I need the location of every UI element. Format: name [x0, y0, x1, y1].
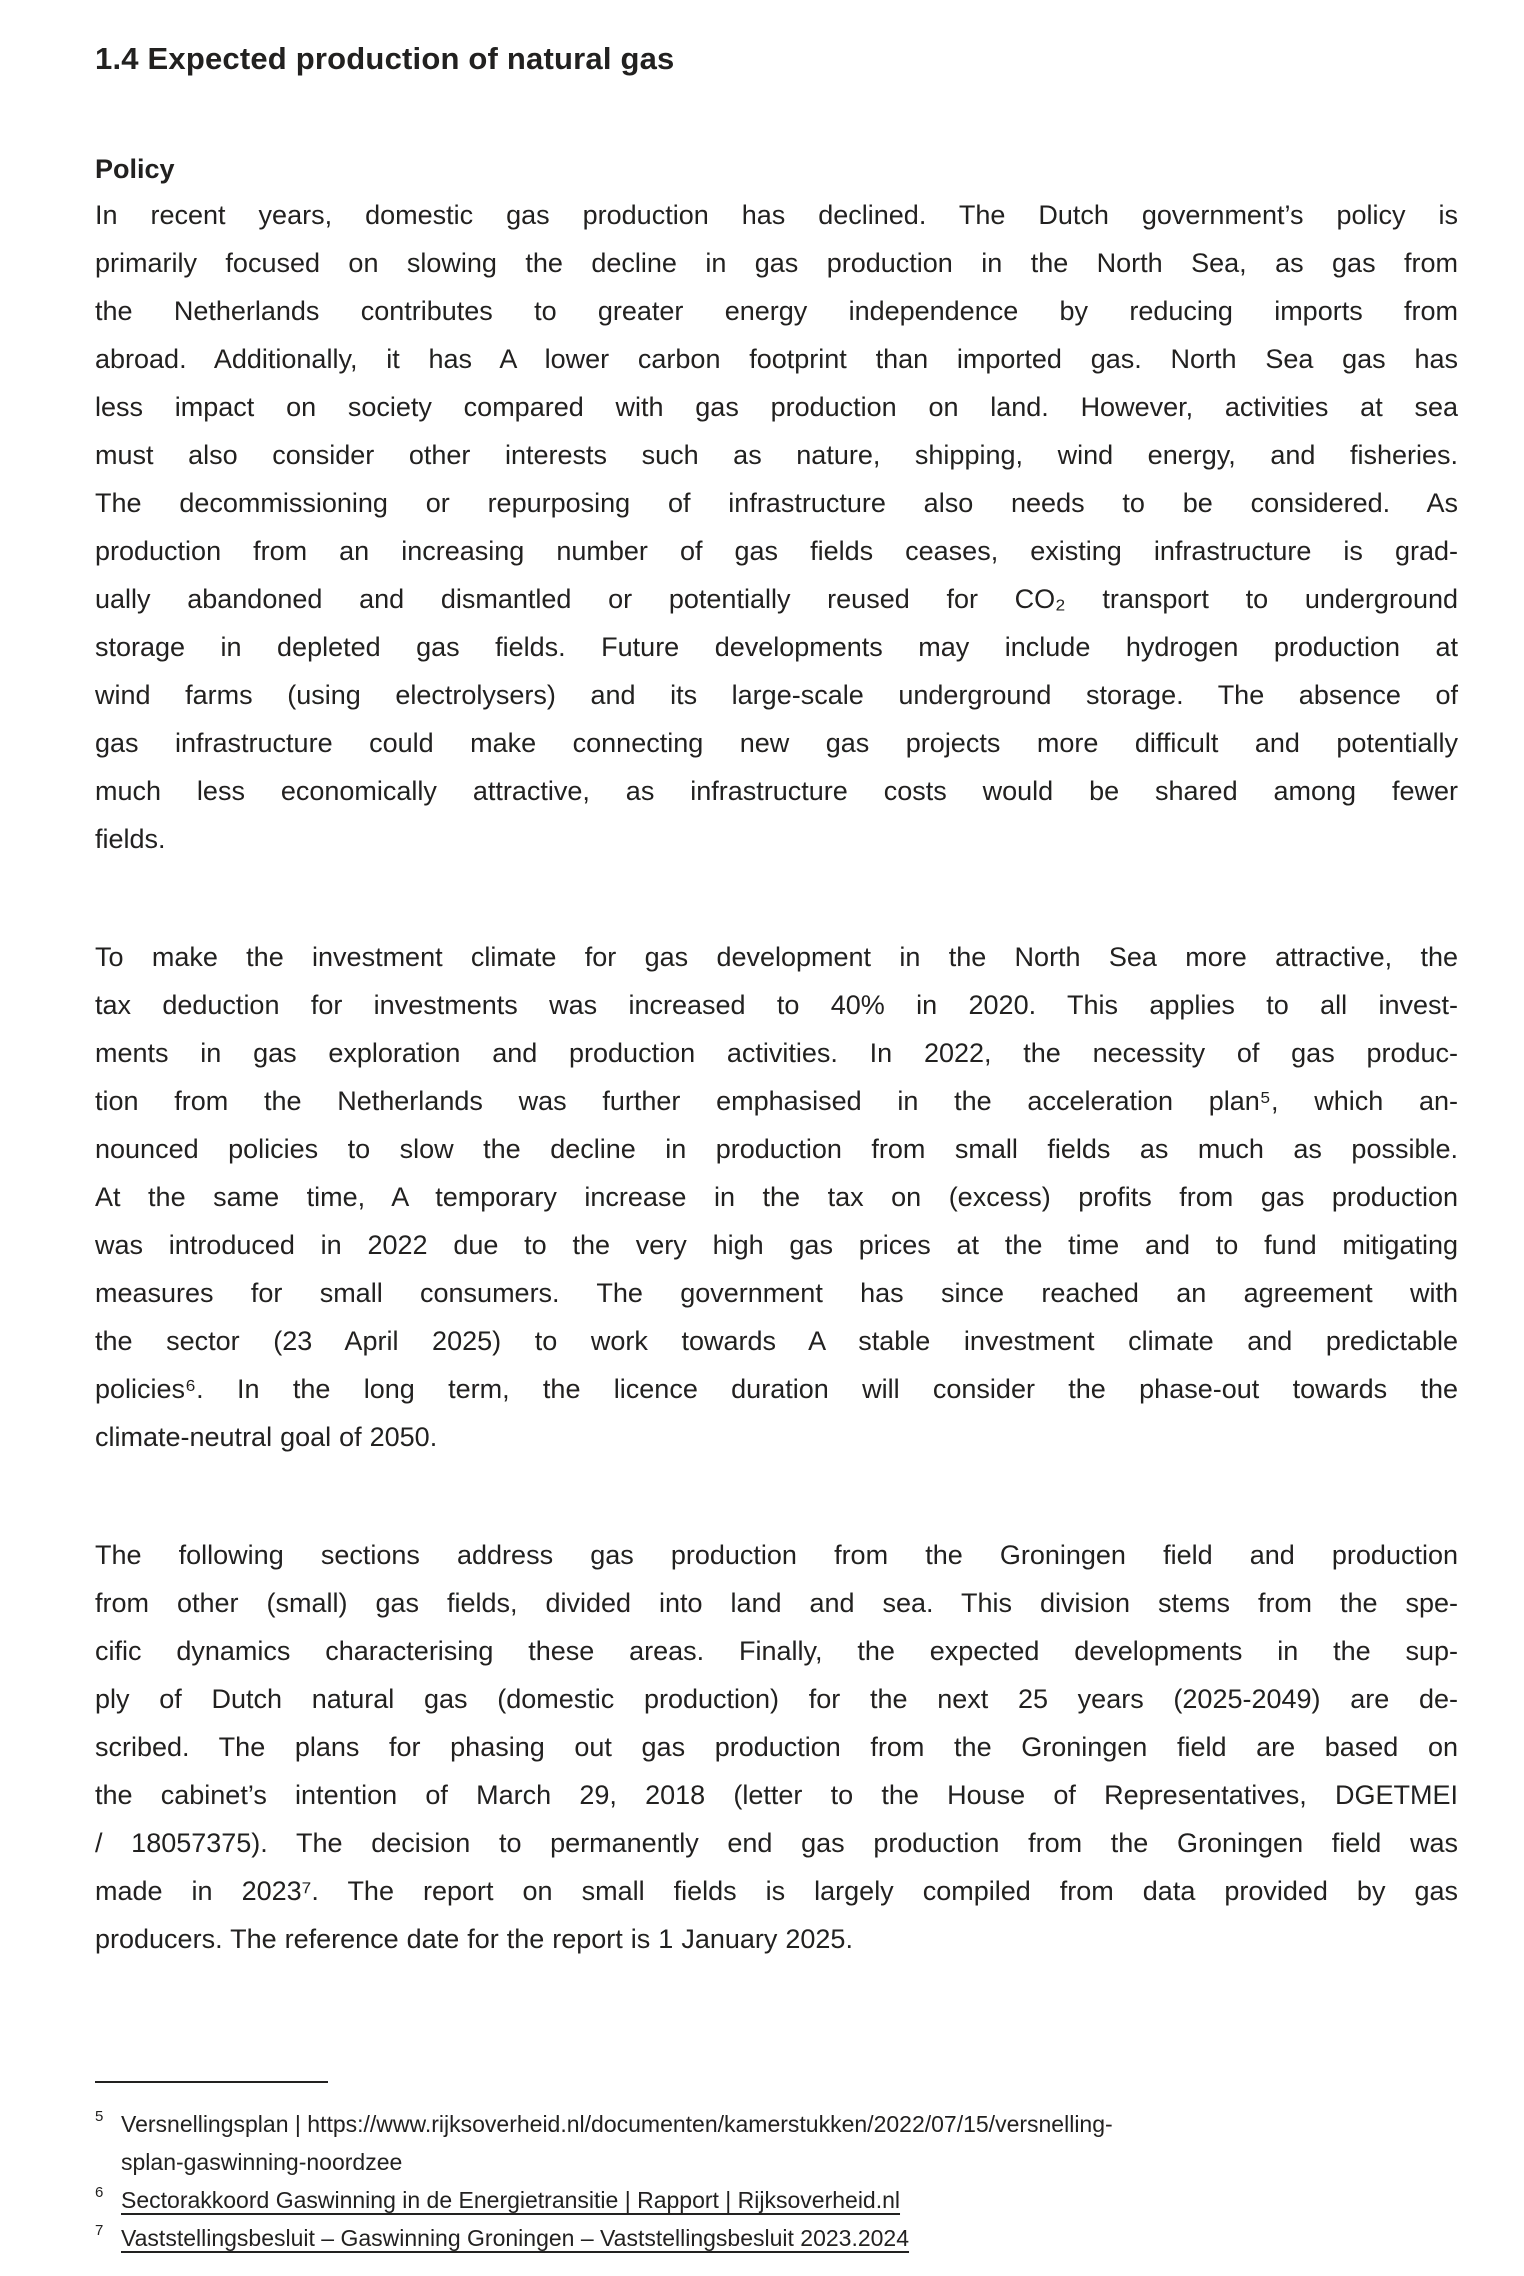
footnote [95, 2105, 1458, 2181]
text-line: made in 2023⁷. The report on small fields is largely compiled from data provided by gas [95, 1876, 1458, 1906]
policy-subheading: Policy [95, 154, 175, 184]
text-line: production from an increasing number of gas fields ceases, existing infrastructure is grad- [95, 536, 1458, 566]
footnote-text-line: splan-gaswinning-noordzee [121, 2149, 403, 2175]
text-line: scribed. The plans for phasing out gas production from the Groningen field are based on [95, 1732, 1458, 1762]
text-line: must also consider other interests such as nature, shipping, wind energy, and fisheries. [95, 440, 1458, 470]
text-line: the sector (23 April 2025) to work towards A stable investment climate and predictable [95, 1326, 1458, 1356]
text-line: The decommissioning or repurposing of infrastructure also needs to be considered. As [95, 488, 1458, 518]
text-line: from other (small) gas fields, divided into land and sea. This division stems from the spe- [95, 1588, 1458, 1618]
text-line: ments in gas exploration and production activities. In 2022, the necessity of gas produc- [95, 1038, 1458, 1068]
footnote [95, 2181, 1458, 2219]
footnote-marker: 5 [95, 2108, 104, 2125]
text-line: / 18057375). The decision to permanently end gas production from the Groningen field was [95, 1828, 1458, 1858]
footnote-text-line[interactable]: Vaststellingsbesluit – Gaswinning Groningen – Vaststellingsbesluit 2023.2024 [121, 2225, 910, 2251]
text-line: The following sections address gas production from the Groningen field and production [95, 1540, 1458, 1570]
text-line: In recent years, domestic gas production has declined. The Dutch government’s policy is [95, 200, 1458, 230]
text-line: producers. The reference date for the report is 1 January 2025. [95, 1924, 853, 1954]
footnotes [95, 2105, 1458, 2257]
text-line: policies⁶. In the long term, the licence duration will consider the phase-out towards the [95, 1374, 1458, 1404]
paragraph [95, 1531, 1458, 1963]
text-line: abroad. Additionally, it has A lower carbon footprint than imported gas. North Sea gas has [95, 344, 1458, 374]
text-line: primarily focused on slowing the decline in gas production in the North Sea, as gas from [95, 248, 1458, 278]
footnote-divider [95, 2081, 328, 2083]
paragraph [95, 191, 1458, 863]
text-line: ply of Dutch natural gas (domestic production) for the next 25 years (2025-2049) are de- [95, 1684, 1458, 1714]
section-heading: 1.4 Expected production of natural gas [95, 41, 675, 76]
text-line: climate-neutral goal of 2050. [95, 1422, 438, 1452]
text-line: measures for small consumers. The government has since reached an agreement with [95, 1278, 1458, 1308]
text-line: cific dynamics characterising these areas. Finally, the expected developments in the sup- [95, 1636, 1458, 1666]
footnote-text-line: Versnellingsplan | https://www.rijksoverheid.nl/documenten/kamerstukken/2022/07/15/versnelling- [121, 2111, 1113, 2137]
text-line: wind farms (using electrolysers) and its large-scale underground storage. The absence of [95, 680, 1458, 710]
paragraph [95, 933, 1458, 1461]
text-line: much less economically attractive, as infrastructure costs would be shared among fewer [95, 776, 1458, 806]
footnote [95, 2219, 1458, 2257]
text-line: the Netherlands contributes to greater energy independence by reducing imports from [95, 296, 1458, 326]
footnote-link[interactable] [121, 2181, 1458, 2219]
text-line: less impact on society compared with gas production on land. However, activities at sea [95, 392, 1458, 422]
text-line: To make the investment climate for gas development in the North Sea more attractive, the [95, 942, 1458, 972]
footnote-text [121, 2105, 1458, 2181]
text-line: ually abandoned and dismantled or potentially reused for CO₂ transport to underground [95, 584, 1458, 614]
text-line: nounced policies to slow the decline in production from small fields as much as possible. [95, 1134, 1458, 1164]
text-line: At the same time, A temporary increase in the tax on (excess) profits from gas production [95, 1182, 1458, 1212]
text-line: the cabinet’s intention of March 29, 2018 (letter to the House of Representatives, DGETMEI [95, 1780, 1458, 1810]
text-line: fields. [95, 824, 166, 854]
text-line: tax deduction for investments was increased to 40% in 2020. This applies to all invest- [95, 990, 1458, 1020]
text-line: was introduced in 2022 due to the very high gas prices at the time and to fund mitigating [95, 1230, 1458, 1260]
text-line: gas infrastructure could make connecting new gas projects more difficult and potentially [95, 728, 1458, 758]
footnote-link[interactable] [121, 2219, 1458, 2257]
text-line: storage in depleted gas fields. Future developments may include hydrogen production at [95, 632, 1458, 662]
footnote-marker: 7 [95, 2222, 104, 2239]
body-text [95, 191, 1458, 1963]
text-line: tion from the Netherlands was further emphasised in the acceleration plan⁵, which an- [95, 1086, 1458, 1116]
footnote-text-line[interactable]: Sectorakkoord Gaswinning in de Energietransitie | Rapport | Rijksoverheid.nl [121, 2187, 901, 2213]
footnote-marker: 6 [95, 2184, 104, 2201]
